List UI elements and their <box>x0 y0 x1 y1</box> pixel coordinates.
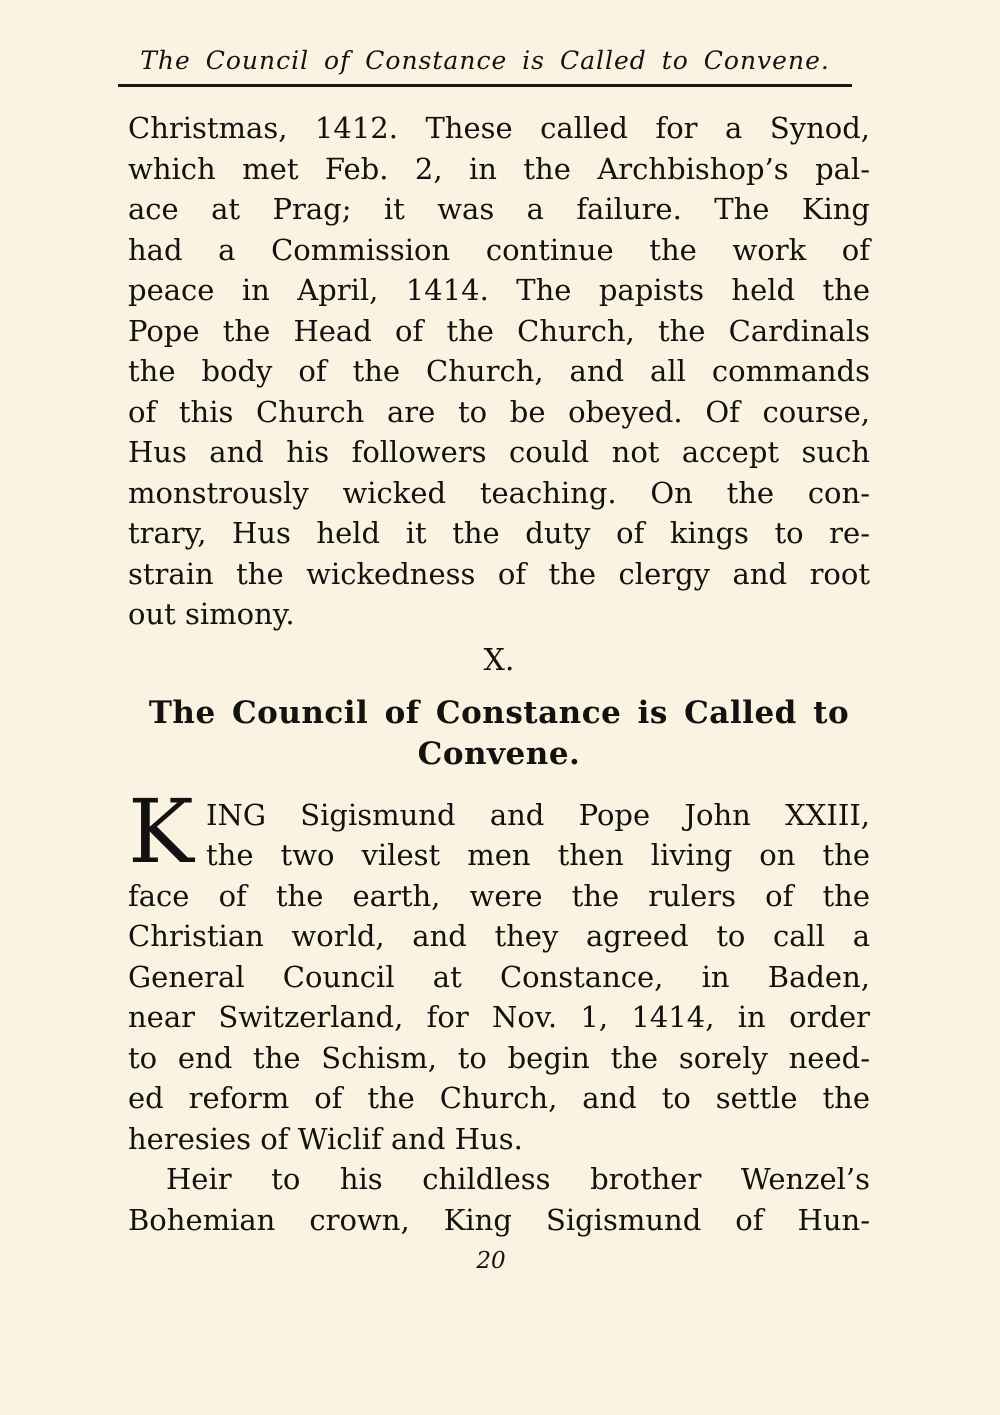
text-line: the body of the Church, and all commands <box>128 354 870 388</box>
text-line: Pope the Head of the Church, the Cardinals <box>128 313 870 348</box>
text-line: ed reform of the Church, and to settle the <box>128 1081 870 1115</box>
text-column <box>128 108 870 1240</box>
text-line: heresies of Wiclif and Hus. <box>128 1121 523 1156</box>
text-line: monstrously wicked teaching. On the con- <box>128 475 870 510</box>
chapter-title-line: The Council of Constance is Called to <box>148 694 850 731</box>
text-line: out simony. <box>128 597 295 631</box>
text-line: the two vilest men then living on the <box>206 838 870 872</box>
paragraph-1 <box>128 108 870 635</box>
text-line: trary, Hus held it the duty of kings to re- <box>128 516 870 550</box>
text-line: peace in April, 1414. The papists held the <box>128 273 870 307</box>
text-line: ING Sigismund and Pope John XXIII, <box>206 797 870 832</box>
text-line: Heir to his childless brother Wenzel’s <box>166 1162 870 1196</box>
text-line: ace at Prag; it was a failure. The King <box>128 192 870 226</box>
text-line: of this Church are to be obeyed. Of course, <box>128 394 870 429</box>
drop-cap: K <box>128 779 194 883</box>
paragraph-3 <box>128 1159 870 1240</box>
text-line: which met Feb. 2, in the Archbishop’s pal- <box>128 151 870 186</box>
text-line: face of the earth, were the rulers of the <box>128 878 870 913</box>
text-line: to end the Schism, to begin the sorely need- <box>128 1040 870 1075</box>
text-line: General Council at Constance, in Baden, <box>128 959 870 994</box>
section-number: X. <box>483 642 515 678</box>
text-line: near Switzerland, for Nov. 1, 1414, in order <box>128 1000 870 1034</box>
text-line: Bohemian crown, King Sigismund of Hun- <box>128 1202 870 1237</box>
text-line: Hus and his followers could not accept such <box>128 435 870 469</box>
text-line: Christian world, and they agreed to call a <box>128 919 870 953</box>
paragraph-2 <box>128 779 870 1160</box>
running-title: The Council of Constance is Called to Convene. <box>118 46 852 87</box>
text-line: strain the wickedness of the clergy and root <box>128 556 870 591</box>
text-line: Christmas, 1412. These called for a Synod, <box>128 111 870 145</box>
chapter-title-line: Convene. <box>417 735 581 772</box>
chapter-title <box>128 693 870 775</box>
page-number: 20 <box>476 1248 506 1274</box>
text-line: had a Commission continue the work of <box>128 232 870 267</box>
